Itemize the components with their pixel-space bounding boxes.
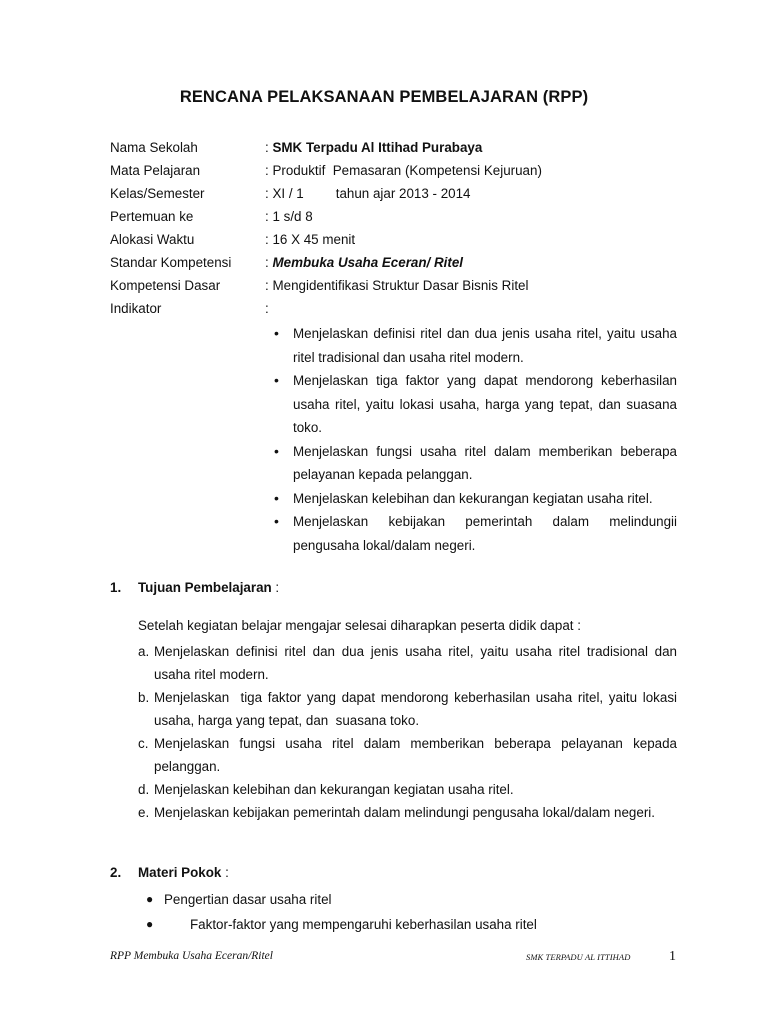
separator: : xyxy=(265,232,269,247)
list-item: • Menjelaskan kebijakan pemerintah dalam melindungii pengusaha lokal/dalam negeri. xyxy=(272,510,677,557)
item-letter: d. xyxy=(138,782,150,797)
list-item xyxy=(138,912,677,937)
info-row-indikator xyxy=(110,300,676,323)
info-row-pertemuan xyxy=(110,208,676,231)
info-row-kompetensi xyxy=(110,277,676,300)
info-label: Indikator xyxy=(110,301,162,316)
item-letter: b. xyxy=(138,690,150,705)
tujuan-intro: Setelah kegiatan belajar mengajar selesai diharapkan peserta didik dapat : xyxy=(138,618,581,633)
indikator-list xyxy=(272,322,677,557)
section-materi-heading xyxy=(110,864,677,882)
item-text: Menjelaskan definisi ritel dan dua jenis usaha ritel, yaitu usaha ritel tradisional dan usaha ritel modern. xyxy=(154,644,677,682)
separator: : xyxy=(265,301,269,316)
item-text: Faktor-faktor yang mempengaruhi keberhasilan usaha ritel xyxy=(190,917,537,932)
separator: : xyxy=(265,255,269,270)
bullet-icon: ● xyxy=(146,917,154,931)
info-value: Membuka Usaha Eceran/ Ritel xyxy=(272,255,463,270)
section-number: 2. xyxy=(110,865,122,880)
section-title: Tujuan Pembelajaran xyxy=(138,580,272,595)
document-title: RENCANA PELAKSANAAN PEMBELAJARAN (RPP) xyxy=(179,88,589,106)
info-label: Kompetensi Dasar xyxy=(110,278,221,293)
info-label: Mata Pelajaran xyxy=(110,163,201,178)
info-row-alokasi xyxy=(110,231,676,254)
info-value: 16 X 45 menit xyxy=(272,232,356,247)
section-tujuan-heading xyxy=(110,579,677,597)
item-letter: c. xyxy=(138,736,149,751)
info-value: Mengidentifikasi Struktur Dasar Bisnis Ritel xyxy=(272,278,529,293)
list-item xyxy=(138,686,681,732)
info-label: Pertemuan ke xyxy=(110,209,194,224)
page-number: 1 xyxy=(669,949,676,964)
item-text: Menjelaskan kebijakan pemerintah dalam melindungi pengusaha lokal/dalam negeri. xyxy=(154,805,655,820)
item-letter: e. xyxy=(138,805,150,820)
tahun-ajar: tahun ajar 2013 - 2014 xyxy=(335,186,471,201)
section-title: Materi Pokok xyxy=(138,865,222,880)
list-item: • Menjelaskan definisi ritel dan dua jenis usaha ritel, yaitu usaha ritel tradisional dan usaha ritel modern. xyxy=(272,322,677,369)
item-text: Menjelaskan fungsi usaha ritel dalam memberikan beberapa pelayanan kepada pelanggan. xyxy=(154,736,677,774)
separator: : xyxy=(265,278,269,293)
list-item xyxy=(138,640,677,686)
item-text: Menjelaskan kelebihan dan kekurangan kegiatan usaha ritel. xyxy=(154,782,514,797)
info-value: Produktif Pemasaran (Kompetensi Kejuruan) xyxy=(272,163,542,178)
info-label: Standar Kompetensi xyxy=(110,255,232,270)
info-row-kelas xyxy=(110,185,676,208)
separator: : xyxy=(265,186,269,201)
section-number: 1. xyxy=(110,580,122,595)
list-item xyxy=(138,732,677,778)
separator: : xyxy=(265,140,269,155)
info-value: SMK Terpadu Al Ittihad Purabaya xyxy=(272,140,483,155)
info-value: 1 s/d 8 xyxy=(272,209,313,224)
info-row-standar xyxy=(110,254,676,277)
info-value: XI / 1 xyxy=(272,186,304,201)
list-item: • Menjelaskan tiga faktor yang dapat mendorong keberhasilan usaha ritel, yaitu lokasi usaha, harga yang tepat, dan suasana toko. xyxy=(272,369,677,440)
list-item xyxy=(138,778,677,801)
section-suffix: : xyxy=(221,865,229,880)
footer-right: SMK TERPADU AL ITTIHAD xyxy=(526,952,631,962)
info-table xyxy=(110,139,676,323)
item-text: Menjelaskan tiga faktor yang dapat mendorong keberhasilan usaha ritel, yaitu lokasi usaha, harga yang tepat, dan suasana toko. xyxy=(154,690,681,728)
info-row-mata-pelajaran xyxy=(110,162,676,185)
page-footer xyxy=(110,950,680,970)
section-suffix: : xyxy=(271,580,280,595)
list-item: • Menjelaskan fungsi usaha ritel dalam memberikan beberapa pelayanan kepada pelanggan. xyxy=(272,440,677,487)
item-letter: a. xyxy=(138,644,150,659)
info-label: Alokasi Waktu xyxy=(110,232,195,247)
separator: : xyxy=(265,163,269,178)
tujuan-list xyxy=(138,640,681,824)
list-item: • Menjelaskan kelebihan dan kekurangan kegiatan usaha ritel. xyxy=(272,487,677,511)
info-row-nama-sekolah xyxy=(110,139,676,162)
info-label: Kelas/Semester xyxy=(110,186,205,201)
item-text: Pengertian dasar usaha ritel xyxy=(164,892,332,907)
footer-left: RPP Membuka Usaha Eceran/Ritel xyxy=(110,950,273,962)
separator: : xyxy=(265,209,269,224)
list-item xyxy=(138,801,677,824)
bullet-icon: ● xyxy=(146,892,154,906)
materi-list xyxy=(138,887,677,937)
list-item xyxy=(138,887,677,912)
info-label: Nama Sekolah xyxy=(110,140,198,155)
